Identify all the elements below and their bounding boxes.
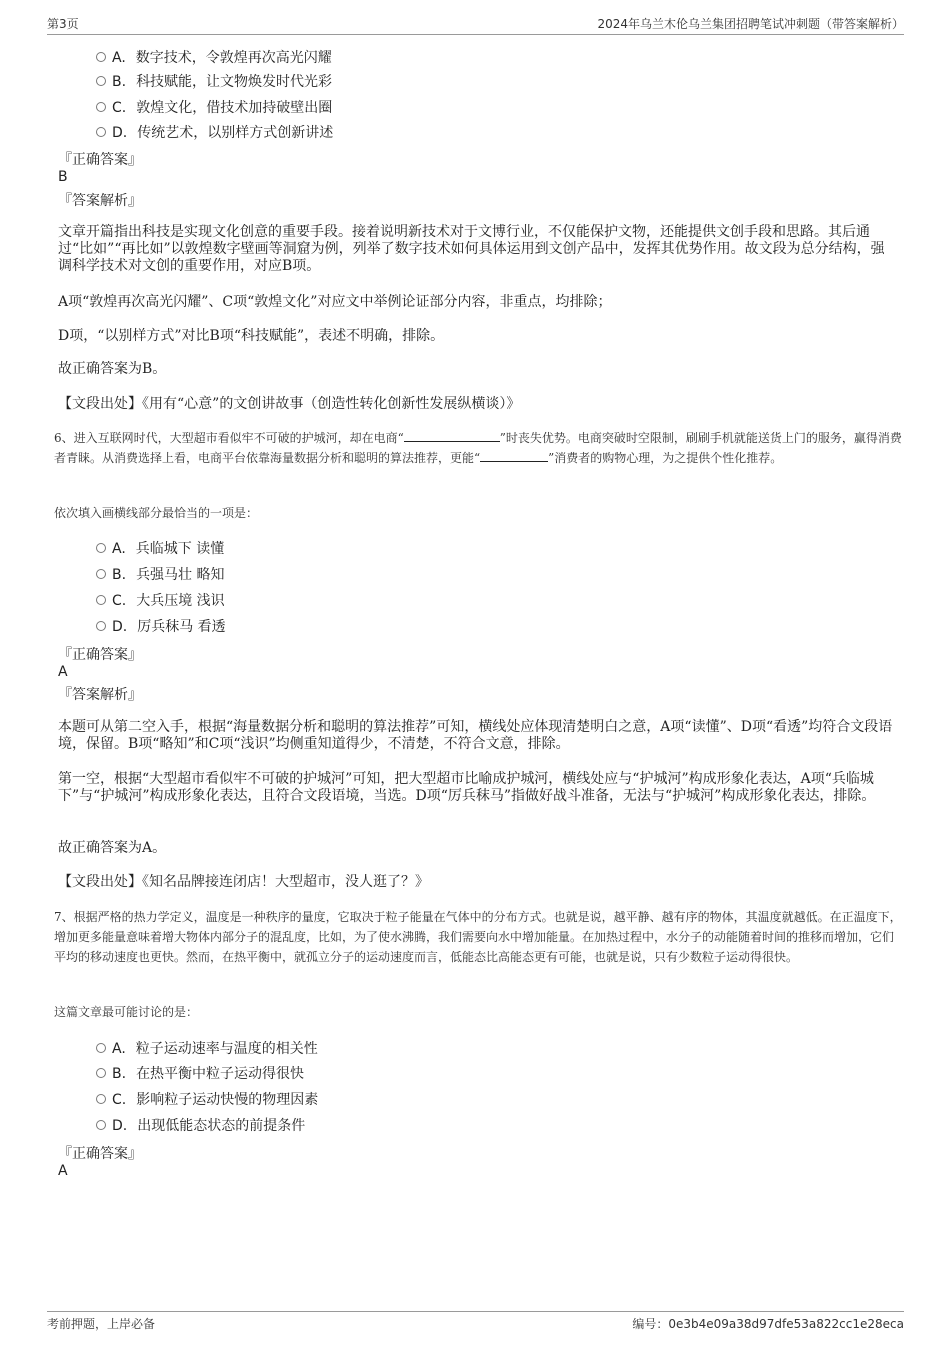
radio-icon[interactable] [96,1094,106,1104]
radio-icon[interactable] [96,1068,106,1078]
q6-answer: A [58,664,68,680]
radio-icon[interactable] [96,595,106,605]
q5-option-d[interactable]: D. 传统艺术，以别样方式创新讲述 [96,122,333,142]
q7-answer-label: 『正确答案』 [58,1146,142,1162]
radio-icon[interactable] [96,569,106,579]
q7-option-d[interactable]: D. 出现低能态状态的前提条件 [96,1115,305,1135]
radio-icon[interactable] [96,127,106,137]
q5-analysis-paragraph: A项“敦煌再次高光闪耀”、C项“敦煌文化”对应文中举例论证部分内容，非重点，均排除； [58,294,612,310]
radio-icon[interactable] [96,102,106,112]
q5-analysis-paragraph: 文章开篇指出科技是实现文化创意的重要手段。接着说明新技术对于文博行业，不仅能保护文物，还能提供文创手段和思路。其后通过“比如”“再比如”以敦煌数字壁画等洞窟为例，列举了数字技术如何具体运用到文创产品中，发挥其优势作用。故文段为总分结构，强调科学技术对文创的重要作用，对应B项。 [58,224,885,274]
radio-icon[interactable] [96,1120,106,1130]
q5-answer-label: 『正确答案』 [58,152,142,168]
q6-stem: 6、进入互联网时代，大型超市看似牢不可破的护城河，却在电商“ ”时丧失优势。电商突破时空限制，刷刷手机就能送货上门的服务，赢得消费者青睐。从消费选择上看，电商平台依靠海量数据分析和聪明的算法推荐，更能“ ”消费者的购物心理，为之提供个性化推荐。 [54,431,902,465]
q6-option-d[interactable]: D. 厉兵秣马 看透 [96,616,226,636]
q6-prompt: 依次填入画横线部分最恰当的一项是： [54,506,259,520]
radio-icon[interactable] [96,1043,106,1053]
q6-source: 【文段出处】《知名品牌接连闭店！大型超市，没人逛了？》 [58,874,429,890]
q5-analysis-label: 『答案解析』 [58,193,142,209]
q7-option-a[interactable]: A. 粒子运动速率与温度的相关性 [96,1038,318,1058]
radio-icon[interactable] [96,621,106,631]
q6-option-c[interactable]: C. 大兵压境 浅识 [96,590,225,610]
q6-analysis-label: 『答案解析』 [58,687,142,703]
q6-answer-label: 『正确答案』 [58,647,142,663]
blank-line [404,430,500,442]
page-number: 第3页 [47,17,79,31]
document-id: 编号：0e3b4e09a38d97dfe53a822cc1e28eca [632,1317,904,1331]
q5-source: 【文段出处】《用有“心意”的文创讲故事（创造性转化创新性发展纵横谈）》 [58,396,521,412]
radio-icon[interactable] [96,52,106,62]
q6-analysis-paragraph: 第一空，根据“大型超市看似牢不可破的护城河”可知，把大型超市比喻成护城河，横线处应与“护城河”构成形象化表达，A项“兵临城下”与“护城河”构成形象化表达，且符合文段语境，当选。D项“厉兵秣马”指做好战斗准备，无法与“护城河”构成形象化表达，排除。 [58,771,876,804]
q6-option-b[interactable]: B. 兵强马壮 略知 [96,564,225,584]
radio-icon[interactable] [96,76,106,86]
q6-option-a[interactable]: A. 兵临城下 读懂 [96,538,224,558]
q5-analysis-paragraph: D项，“以别样方式”对比B项“科技赋能”，表述不明确，排除。 [58,328,445,344]
q5-analysis-conclusion: 故正确答案为B。 [58,361,167,377]
page-header [47,13,904,35]
blank-line [480,450,548,462]
q6-analysis-conclusion: 故正确答案为A。 [58,840,167,856]
q7-stem: 7、根据严格的热力学定义，温度是一种秩序的量度，它取决于粒子能量在气体中的分布方式。也就是说，越平静、越有序的物体，其温度就越低。在正温度下，增加更多能量意味着增大物体内部分子的混乱度，比如，为了使水沸腾，我们需要向水中增加能量。在加热过程中，水分子的动能随着时间的推移而增加，它们平均的移动速度也更快。然而，在热平衡中，就孤立分子的运动速度而言，低能态比高能态更有可能，也就是说，只有少数粒子运动得很快。 [54,910,902,964]
q7-answer: A [58,1163,68,1179]
document-title: 2024年乌兰木伦乌兰集团招聘笔试冲刺题（带答案解析） [597,17,904,31]
q7-option-b[interactable]: B. 在热平衡中粒子运动得很快 [96,1063,304,1083]
q7-prompt: 这篇文章最可能讨论的是： [54,1005,199,1019]
page-footer [47,1311,904,1336]
footer-slogan: 考前押题，上岸必备 [47,1317,156,1331]
q5-option-a[interactable]: A. 数字技术，令敦煌再次高光闪耀 [96,47,332,67]
q5-option-c[interactable]: C. 敦煌文化，借技术加持破壁出圈 [96,97,332,117]
q5-option-b[interactable]: B. 科技赋能，让文物焕发时代光彩 [96,71,332,91]
radio-icon[interactable] [96,543,106,553]
q7-option-c[interactable]: C. 影响粒子运动快慢的物理因素 [96,1089,318,1109]
q6-analysis-paragraph: 本题可从第二空入手，根据“海量数据分析和聪明的算法推荐”可知，横线处应体现清楚明白之意，A项“读懂”、D项“看透”均符合文段语境，保留。B项“略知”和C项“浅识”均侧重知道得少，不清楚，不符合文意，排除。 [58,719,893,752]
q5-answer: B [58,169,68,185]
